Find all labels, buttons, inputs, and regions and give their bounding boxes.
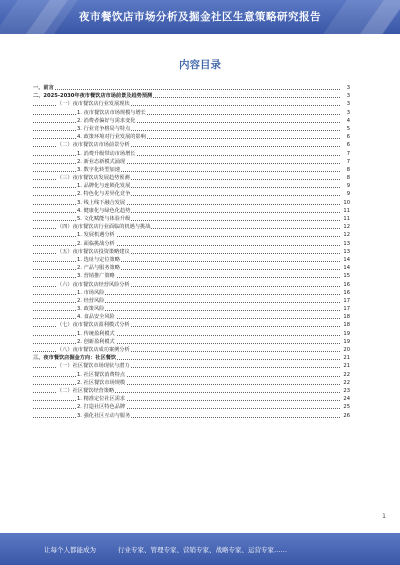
toc-entry[interactable] xyxy=(33,248,350,256)
toc-entry[interactable] xyxy=(33,231,350,239)
toc-entry[interactable] xyxy=(33,362,350,370)
toc-entry[interactable] xyxy=(33,117,350,125)
toc-entry-page: 9 xyxy=(340,190,350,198)
toc-entry[interactable] xyxy=(33,182,350,190)
toc-entry-label: （五）夜市餐饮店投资策略建议 xyxy=(57,248,130,255)
toc-entry-page: 20 xyxy=(340,346,350,354)
toc-entry[interactable] xyxy=(33,174,350,182)
toc-entry[interactable] xyxy=(33,100,350,108)
toc-entry-page: 18 xyxy=(340,321,350,329)
toc-entry-label: 1. 传统盈利模式 xyxy=(77,330,115,337)
toc-entry[interactable] xyxy=(33,305,350,313)
toc-entry-label: 三、夜市餐饮店掘金方向：社区餐饮 xyxy=(33,355,117,362)
toc-entry-label: 一、前言 xyxy=(33,85,54,91)
toc-entry-label: （三）夜市餐饮店发展趋势预测 xyxy=(57,175,130,182)
toc-entry[interactable] xyxy=(33,141,350,149)
toc-entry[interactable] xyxy=(33,379,350,387)
toc-entry-label: 2. 产品与服务策略 xyxy=(77,265,120,272)
toc-entry-label: 3. 政策风险 xyxy=(77,306,105,313)
toc-entry-label: 1. 精准定位社区需求 xyxy=(77,396,126,403)
toc-entry-label: （二）夜市餐饮店市场前景分析 xyxy=(57,142,130,149)
toc-entry[interactable] xyxy=(33,281,350,289)
toc-entry-label: （六）夜市餐饮店经营风险分析 xyxy=(57,281,130,288)
toc-entry-page: 21 xyxy=(340,354,350,362)
toc-entry[interactable] xyxy=(33,387,350,395)
toc-entry[interactable] xyxy=(33,412,350,420)
toc-entry-page: 8 xyxy=(340,174,350,182)
toc-entry-page: 3 xyxy=(340,109,350,117)
toc-entry-page: 17 xyxy=(340,305,350,313)
toc-entry[interactable] xyxy=(33,133,350,141)
toc-entry-label: 4. 健康化与绿色化趋势 xyxy=(77,207,131,214)
toc-entry[interactable] xyxy=(33,346,350,354)
toc-entry-page: 6 xyxy=(340,141,350,149)
toc-entry-label: 2. 打造社区特色品牌 xyxy=(77,404,126,411)
toc-entry[interactable] xyxy=(33,199,350,207)
toc-entry-label: 1. 消费升级带动市场增长 xyxy=(77,150,136,157)
toc-entry-label: （七）夜市餐饮店盈利模式分析 xyxy=(57,322,130,329)
toc-entry-page: 22 xyxy=(340,379,350,387)
toc-entry-label: 2. 社区餐饮市场规模 xyxy=(77,379,126,386)
toc-entry-label: （一）夜市餐饮店行业发展现状 xyxy=(57,101,130,108)
toc-entry-page: 5 xyxy=(340,125,350,133)
toc-entry-page: 6 xyxy=(340,133,350,141)
toc-entry-page: 9 xyxy=(340,182,350,190)
page-number: 1 xyxy=(382,513,386,520)
toc-entry-page: 7 xyxy=(340,150,350,158)
toc-entry-page: 17 xyxy=(340,297,350,305)
toc-entry-page: 12 xyxy=(340,223,350,231)
toc-entry-page: 11 xyxy=(340,215,350,223)
toc-entry[interactable] xyxy=(33,158,350,166)
toc-entry[interactable] xyxy=(33,190,350,198)
toc-entry-page: 8 xyxy=(340,166,350,174)
toc-entry-page: 16 xyxy=(340,281,350,289)
header-banner xyxy=(0,0,400,34)
toc-entry[interactable] xyxy=(33,215,350,223)
toc-entry[interactable] xyxy=(33,289,350,297)
toc-entry[interactable] xyxy=(33,330,350,338)
toc-entry-page: 19 xyxy=(340,330,350,338)
toc-entry-page: 10 xyxy=(340,199,350,207)
toc-entry[interactable] xyxy=(33,207,350,215)
toc-entry[interactable] xyxy=(33,354,350,362)
toc-entry-label: 2. 创新盈利模式 xyxy=(77,338,115,345)
toc-entry-page: 15 xyxy=(340,272,350,280)
toc-entry-page: 24 xyxy=(340,395,350,403)
toc-entry-page: 7 xyxy=(340,158,350,166)
toc-entry-page: 13 xyxy=(340,248,350,256)
toc-entry-label: 4. 食品安全风险 xyxy=(77,314,115,321)
toc-entry[interactable] xyxy=(33,313,350,321)
toc-entry[interactable] xyxy=(33,240,350,248)
toc-entry[interactable] xyxy=(33,297,350,305)
toc-entry-page: 18 xyxy=(340,313,350,321)
toc-entry-page: 22 xyxy=(340,371,350,379)
toc-entry-label: 1. 市场风险 xyxy=(77,289,105,296)
toc-entry[interactable] xyxy=(33,109,350,117)
footer-slogan-left: 让每个人都能成为 xyxy=(44,546,96,554)
toc-entry-page: 3 xyxy=(340,84,350,92)
toc-entry-label: 2. 新业态新模式涌现 xyxy=(77,158,126,165)
toc-entry-page: 3 xyxy=(340,100,350,108)
toc-entry-label: 3. 强化社区互动与服务 xyxy=(77,412,131,419)
toc-entry-page: 16 xyxy=(340,289,350,297)
toc-entry-page: 21 xyxy=(340,362,350,370)
toc-entry[interactable] xyxy=(33,150,350,158)
toc-leader-dots xyxy=(33,89,340,90)
toc-entry[interactable] xyxy=(33,223,350,231)
toc-entry-label: （二）社区餐饮经营策略 xyxy=(57,387,115,394)
toc-entry-label: 1. 社区餐饮消费特点 xyxy=(77,371,126,378)
toc-entry-label: 1. 品牌化与连锁化发展 xyxy=(77,183,131,190)
toc-entry[interactable] xyxy=(33,166,350,174)
table-of-contents xyxy=(33,84,350,420)
toc-entry-label: （八）夜市餐饮店成功案例分析 xyxy=(57,347,130,353)
toc-entry-label: （一）社区餐饮市场现状与潜力 xyxy=(57,363,130,370)
toc-entry-label: 3. 营销推广策略 xyxy=(77,273,115,280)
toc-entry-page: 12 xyxy=(340,231,350,239)
toc-entry[interactable] xyxy=(33,395,350,403)
toc-entry-page: 14 xyxy=(340,264,350,272)
toc-entry[interactable] xyxy=(33,264,350,272)
toc-entry-page: 25 xyxy=(340,403,350,411)
toc-entry-page: 26 xyxy=(340,412,350,420)
toc-entry-page: 4 xyxy=(340,117,350,125)
toc-entry-label: 1. 选址与定位策略 xyxy=(77,256,120,263)
toc-entry[interactable] xyxy=(33,338,350,346)
toc-entry[interactable] xyxy=(33,321,350,329)
toc-heading: 内容目录 xyxy=(179,59,221,71)
toc-entry-page: 14 xyxy=(340,256,350,264)
toc-entry-label: 2. 消费者偏好与需求变化 xyxy=(77,117,136,124)
toc-entry[interactable] xyxy=(33,84,350,92)
toc-entry-label: 1. 发展机遇分析 xyxy=(77,232,115,239)
report-title: 夜市餐饮店市场分析及掘金社区生意策略研究报告 xyxy=(79,11,321,23)
footer-banner xyxy=(0,513,400,565)
toc-entry[interactable] xyxy=(33,272,350,280)
toc-entry-label: 3. 行业竞争格局与特点 xyxy=(77,125,131,132)
toc-entry-label: 2. 面临挑战分析 xyxy=(77,240,115,247)
toc-entry-label: 3. 数字化转型加速 xyxy=(77,166,120,173)
toc-entry-page: 19 xyxy=(340,338,350,346)
toc-entry-label: 2. 经营风险 xyxy=(77,297,105,304)
toc-entry[interactable] xyxy=(33,256,350,264)
toc-entry[interactable] xyxy=(33,371,350,379)
toc-entry[interactable] xyxy=(33,92,350,100)
toc-entry-label: 1. 夜市餐饮店市场规模与增长 xyxy=(77,109,146,116)
toc-entry-label: 5. 文化赋能与体验升级 xyxy=(77,216,131,222)
toc-entry-page: 11 xyxy=(340,207,350,215)
toc-entry-label: 4. 政策环境对行业发展的影响 xyxy=(77,134,146,141)
toc-entry-page: 23 xyxy=(340,387,350,395)
toc-entry[interactable] xyxy=(33,125,350,133)
toc-entry-label: （四）夜市餐饮店行业面临的机遇与挑战 xyxy=(57,224,151,231)
toc-entry-page: 13 xyxy=(340,240,350,248)
toc-entry-label: 二、2025-2030年夜市餐饮店市场前景及趋势预测 xyxy=(33,93,153,100)
toc-entry-page: 3 xyxy=(340,92,350,100)
toc-entry-label: 2. 特色化与差异化竞争 xyxy=(77,191,131,198)
footer-slogan-right: 行业专家、管理专家、营销专家、战略专家、运营专家…… xyxy=(118,546,287,554)
toc-entry[interactable] xyxy=(33,403,350,411)
toc-entry-label: 3. 线上线下融合发展 xyxy=(77,199,126,206)
